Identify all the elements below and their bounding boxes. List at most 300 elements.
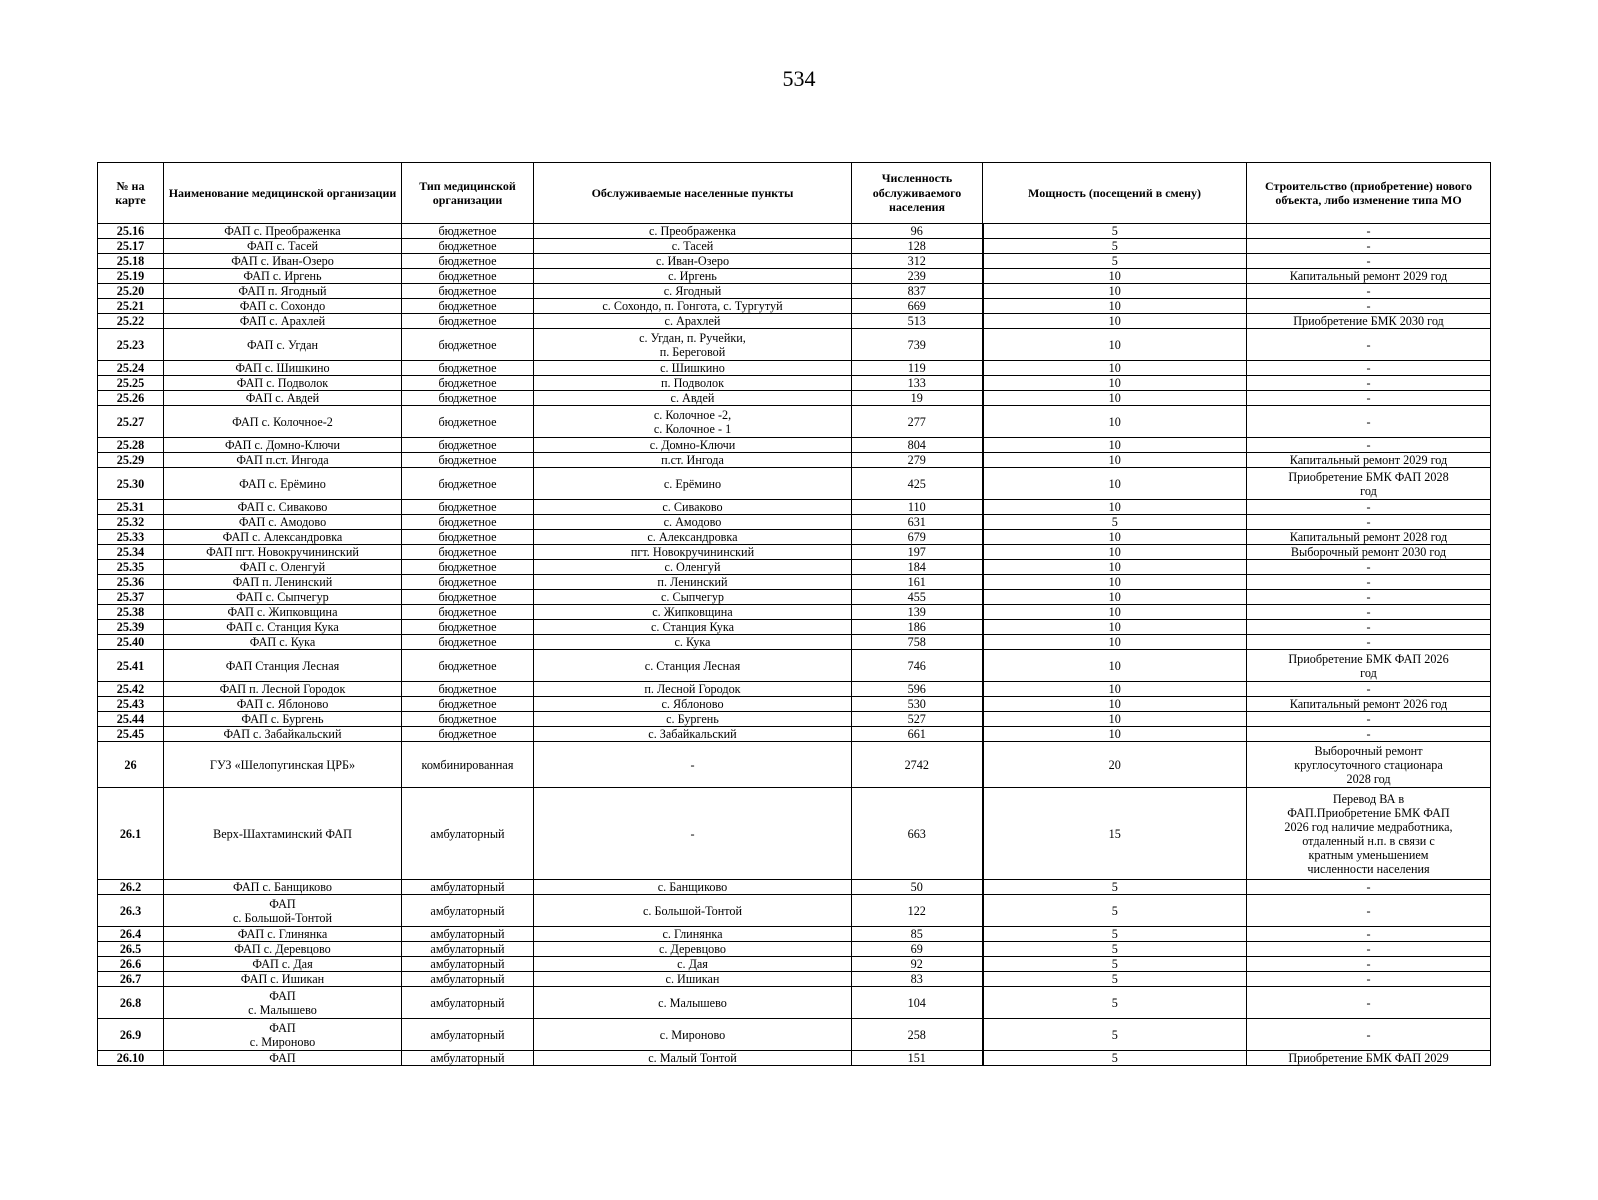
cell-organization-name: ФАП с. Домно-Ключи xyxy=(164,438,402,453)
cell-organization-type: бюджетное xyxy=(402,284,534,299)
cell-population: 104 xyxy=(852,987,983,1019)
cell-map-number: 25.44 xyxy=(98,712,164,727)
cell-organization-type: амбулаторный xyxy=(402,880,534,895)
cell-construction: - xyxy=(1247,590,1491,605)
table-row xyxy=(98,972,1491,987)
cell-organization-name: ФАП п. Лесной Городок xyxy=(164,682,402,697)
cell-map-number: 25.20 xyxy=(98,284,164,299)
cell-population: 197 xyxy=(852,545,983,560)
cell-population: 804 xyxy=(852,438,983,453)
table-row xyxy=(98,635,1491,650)
cell-construction: - xyxy=(1247,957,1491,972)
table-row xyxy=(98,1051,1491,1066)
cell-served-settlements: п. Подволок xyxy=(534,376,852,391)
cell-map-number: 26.4 xyxy=(98,927,164,942)
table-row xyxy=(98,545,1491,560)
cell-map-number: 26.8 xyxy=(98,987,164,1019)
cell-organization-type: бюджетное xyxy=(402,500,534,515)
cell-construction: - xyxy=(1247,438,1491,453)
header-construction: Строительство (приобретение) нового объекта, либо изменение типа МО xyxy=(1247,163,1491,224)
cell-served-settlements: с. Банщиково xyxy=(534,880,852,895)
table-row xyxy=(98,438,1491,453)
cell-population: 837 xyxy=(852,284,983,299)
cell-capacity: 5 xyxy=(983,880,1247,895)
cell-capacity: 10 xyxy=(983,605,1247,620)
cell-organization-type: амбулаторный xyxy=(402,927,534,942)
cell-construction: - xyxy=(1247,927,1491,942)
cell-construction: - xyxy=(1247,895,1491,927)
cell-organization-type: бюджетное xyxy=(402,329,534,361)
cell-population: 530 xyxy=(852,697,983,712)
cell-population: 258 xyxy=(852,1019,983,1051)
cell-organization-name: ФАП с. Сохондо xyxy=(164,299,402,314)
table-row xyxy=(98,895,1491,927)
cell-organization-name: ФАП с. Подволок xyxy=(164,376,402,391)
cell-served-settlements: п.ст. Ингода xyxy=(534,453,852,468)
cell-organization-type: амбулаторный xyxy=(402,942,534,957)
cell-organization-type: бюджетное xyxy=(402,727,534,742)
cell-construction: - xyxy=(1247,727,1491,742)
cell-organization-name: ФАП с. Малышево xyxy=(164,987,402,1019)
cell-construction: - xyxy=(1247,254,1491,269)
cell-map-number: 25.39 xyxy=(98,620,164,635)
cell-map-number: 25.22 xyxy=(98,314,164,329)
cell-organization-name: ФАП с. Яблоново xyxy=(164,697,402,712)
cell-served-settlements: с. Преображенка xyxy=(534,224,852,239)
cell-construction: - xyxy=(1247,605,1491,620)
cell-organization-type: бюджетное xyxy=(402,376,534,391)
cell-capacity: 10 xyxy=(983,727,1247,742)
cell-construction: - xyxy=(1247,224,1491,239)
cell-capacity: 20 xyxy=(983,742,1247,788)
cell-map-number: 25.37 xyxy=(98,590,164,605)
cell-organization-type: бюджетное xyxy=(402,712,534,727)
cell-organization-name: ФАП с. Сыпчегур xyxy=(164,590,402,605)
cell-capacity: 10 xyxy=(983,575,1247,590)
cell-capacity: 5 xyxy=(983,1051,1247,1066)
table-row xyxy=(98,590,1491,605)
cell-served-settlements: с. Большой-Тонтой xyxy=(534,895,852,927)
cell-capacity: 5 xyxy=(983,942,1247,957)
cell-organization-type: бюджетное xyxy=(402,314,534,329)
cell-organization-type: бюджетное xyxy=(402,299,534,314)
cell-served-settlements: с. Иргень xyxy=(534,269,852,284)
cell-capacity: 10 xyxy=(983,329,1247,361)
cell-organization-name: ФАП с. Станция Кука xyxy=(164,620,402,635)
cell-construction: Приобретение БМК ФАП 2028 год xyxy=(1247,468,1491,500)
cell-capacity: 10 xyxy=(983,468,1247,500)
cell-map-number: 26.9 xyxy=(98,1019,164,1051)
cell-map-number: 26.1 xyxy=(98,788,164,880)
table-body xyxy=(98,224,1491,1066)
cell-organization-type: бюджетное xyxy=(402,560,534,575)
cell-served-settlements: с. Авдей xyxy=(534,391,852,406)
cell-organization-name: ФАП с. Глинянка xyxy=(164,927,402,942)
table-row xyxy=(98,299,1491,314)
header-organization-name: Наименование медицинской организации xyxy=(164,163,402,224)
cell-map-number: 26.6 xyxy=(98,957,164,972)
cell-served-settlements: - xyxy=(534,742,852,788)
cell-population: 513 xyxy=(852,314,983,329)
cell-construction: - xyxy=(1247,500,1491,515)
cell-map-number: 25.34 xyxy=(98,545,164,560)
cell-organization-name: ФАП с. Иван-Озеро xyxy=(164,254,402,269)
cell-served-settlements: с. Колочное -2, с. Колочное - 1 xyxy=(534,406,852,438)
cell-served-settlements: с. Александровка xyxy=(534,530,852,545)
cell-organization-name: ФАП с. Арахлей xyxy=(164,314,402,329)
cell-organization-name: ФАП с. Деревцово xyxy=(164,942,402,957)
cell-served-settlements: с. Шишкино xyxy=(534,361,852,376)
cell-construction: - xyxy=(1247,376,1491,391)
cell-map-number: 25.26 xyxy=(98,391,164,406)
cell-capacity: 5 xyxy=(983,957,1247,972)
cell-population: 50 xyxy=(852,880,983,895)
cell-map-number: 25.43 xyxy=(98,697,164,712)
table-row xyxy=(98,314,1491,329)
table-row xyxy=(98,712,1491,727)
cell-organization-type: амбулаторный xyxy=(402,987,534,1019)
table-row xyxy=(98,650,1491,682)
table-row xyxy=(98,742,1491,788)
cell-served-settlements: с. Бургень xyxy=(534,712,852,727)
cell-served-settlements: с. Амодово xyxy=(534,515,852,530)
cell-organization-type: бюджетное xyxy=(402,269,534,284)
cell-organization-type: бюджетное xyxy=(402,453,534,468)
cell-served-settlements: с. Жипковщина xyxy=(534,605,852,620)
table-row xyxy=(98,391,1491,406)
cell-served-settlements: пгт. Новокручининский xyxy=(534,545,852,560)
cell-capacity: 10 xyxy=(983,545,1247,560)
cell-organization-type: амбулаторный xyxy=(402,957,534,972)
cell-organization-type: бюджетное xyxy=(402,515,534,530)
cell-construction: - xyxy=(1247,406,1491,438)
cell-organization-name: ФАП с. Сиваково xyxy=(164,500,402,515)
cell-map-number: 26.5 xyxy=(98,942,164,957)
cell-organization-type: бюджетное xyxy=(402,530,534,545)
cell-population: 746 xyxy=(852,650,983,682)
cell-capacity: 10 xyxy=(983,590,1247,605)
cell-map-number: 25.30 xyxy=(98,468,164,500)
cell-served-settlements: с. Арахлей xyxy=(534,314,852,329)
cell-population: 122 xyxy=(852,895,983,927)
cell-map-number: 25.36 xyxy=(98,575,164,590)
cell-organization-name: ФАП с. Колочное-2 xyxy=(164,406,402,438)
cell-organization-name: ФАП с. Александровка xyxy=(164,530,402,545)
cell-served-settlements: с. Оленгуй xyxy=(534,560,852,575)
table-row xyxy=(98,727,1491,742)
cell-construction: Капитальный ремонт 2029 год xyxy=(1247,453,1491,468)
cell-served-settlements: с. Тасей xyxy=(534,239,852,254)
cell-served-settlements: с. Мироново xyxy=(534,1019,852,1051)
cell-organization-name: ФАП с. Жипковщина xyxy=(164,605,402,620)
cell-organization-type: бюджетное xyxy=(402,620,534,635)
cell-served-settlements: - xyxy=(534,788,852,880)
cell-served-settlements: с. Станция Кука xyxy=(534,620,852,635)
page-number: 534 xyxy=(782,66,816,91)
cell-population: 312 xyxy=(852,254,983,269)
cell-construction: - xyxy=(1247,880,1491,895)
cell-organization-type: бюджетное xyxy=(402,650,534,682)
cell-population: 239 xyxy=(852,269,983,284)
cell-organization-type: амбулаторный xyxy=(402,1019,534,1051)
cell-population: 527 xyxy=(852,712,983,727)
table-row xyxy=(98,224,1491,239)
table-row xyxy=(98,269,1491,284)
cell-construction: Приобретение БМК ФАП 2026 год xyxy=(1247,650,1491,682)
cell-capacity: 10 xyxy=(983,635,1247,650)
cell-capacity: 10 xyxy=(983,406,1247,438)
cell-capacity: 10 xyxy=(983,299,1247,314)
header-population: Численность обслуживаемого населения xyxy=(852,163,983,224)
cell-organization-type: бюджетное xyxy=(402,697,534,712)
cell-population: 85 xyxy=(852,927,983,942)
cell-construction: - xyxy=(1247,987,1491,1019)
cell-served-settlements: с. Сыпчегур xyxy=(534,590,852,605)
cell-population: 661 xyxy=(852,727,983,742)
cell-population: 184 xyxy=(852,560,983,575)
cell-construction: - xyxy=(1247,712,1491,727)
table-row xyxy=(98,239,1491,254)
cell-population: 679 xyxy=(852,530,983,545)
cell-organization-name: ФАП с. Мироново xyxy=(164,1019,402,1051)
cell-organization-type: бюджетное xyxy=(402,590,534,605)
cell-map-number: 25.29 xyxy=(98,453,164,468)
cell-capacity: 10 xyxy=(983,438,1247,453)
cell-construction: Капитальный ремонт 2026 год xyxy=(1247,697,1491,712)
cell-construction: - xyxy=(1247,329,1491,361)
cell-organization-type: амбулаторный xyxy=(402,1051,534,1066)
cell-population: 110 xyxy=(852,500,983,515)
table-row xyxy=(98,788,1491,880)
cell-population: 739 xyxy=(852,329,983,361)
cell-construction: Выборочный ремонт 2030 год xyxy=(1247,545,1491,560)
table-row xyxy=(98,682,1491,697)
cell-population: 425 xyxy=(852,468,983,500)
header-served-settlements: Обслуживаемые населенные пункты xyxy=(534,163,852,224)
cell-served-settlements: с. Ишикан xyxy=(534,972,852,987)
cell-served-settlements: п. Ленинский xyxy=(534,575,852,590)
table-row xyxy=(98,376,1491,391)
cell-population: 455 xyxy=(852,590,983,605)
cell-served-settlements: с. Домно-Ключи xyxy=(534,438,852,453)
table-row xyxy=(98,987,1491,1019)
cell-organization-name: ФАП п. Ленинский xyxy=(164,575,402,590)
header-capacity: Мощность (посещений в смену) xyxy=(983,163,1247,224)
cell-organization-type: бюджетное xyxy=(402,406,534,438)
cell-organization-type: бюджетное xyxy=(402,391,534,406)
cell-construction: - xyxy=(1247,299,1491,314)
cell-organization-type: бюджетное xyxy=(402,438,534,453)
table-row xyxy=(98,1019,1491,1051)
table-row xyxy=(98,515,1491,530)
cell-organization-name: ФАП с. Угдан xyxy=(164,329,402,361)
cell-organization-name: ФАП с. Кука xyxy=(164,635,402,650)
cell-served-settlements: с. Иван-Озеро xyxy=(534,254,852,269)
cell-construction: Перевод ВА в ФАП.Приобретение БМК ФАП 2026 год наличие медработника, отдаленный н.п. в связи с кратным уменьшением численности населения xyxy=(1247,788,1491,880)
cell-population: 119 xyxy=(852,361,983,376)
cell-organization-name: ФАП с. Забайкальский xyxy=(164,727,402,742)
cell-organization-type: бюджетное xyxy=(402,254,534,269)
cell-organization-name: ФАП с. Бургень xyxy=(164,712,402,727)
table-row xyxy=(98,406,1491,438)
cell-capacity: 15 xyxy=(983,788,1247,880)
cell-capacity: 10 xyxy=(983,560,1247,575)
cell-capacity: 10 xyxy=(983,530,1247,545)
cell-map-number: 25.45 xyxy=(98,727,164,742)
cell-capacity: 10 xyxy=(983,712,1247,727)
cell-population: 139 xyxy=(852,605,983,620)
cell-map-number: 25.35 xyxy=(98,560,164,575)
cell-construction: Приобретение БМК ФАП 2029 xyxy=(1247,1051,1491,1066)
table-row xyxy=(98,880,1491,895)
cell-map-number: 26.7 xyxy=(98,972,164,987)
cell-capacity: 10 xyxy=(983,453,1247,468)
cell-capacity: 10 xyxy=(983,314,1247,329)
cell-organization-type: бюджетное xyxy=(402,682,534,697)
cell-construction: - xyxy=(1247,515,1491,530)
cell-organization-name: ФАП с. Авдей xyxy=(164,391,402,406)
cell-construction: - xyxy=(1247,972,1491,987)
cell-construction: - xyxy=(1247,1019,1491,1051)
cell-organization-type: комбинированная xyxy=(402,742,534,788)
cell-organization-type: бюджетное xyxy=(402,468,534,500)
cell-organization-name: ФАП п.ст. Ингода xyxy=(164,453,402,468)
cell-capacity: 5 xyxy=(983,254,1247,269)
cell-map-number: 26 xyxy=(98,742,164,788)
cell-served-settlements: с. Кука xyxy=(534,635,852,650)
table-row xyxy=(98,453,1491,468)
cell-map-number: 25.32 xyxy=(98,515,164,530)
cell-capacity: 5 xyxy=(983,972,1247,987)
cell-capacity: 5 xyxy=(983,1019,1247,1051)
cell-capacity: 10 xyxy=(983,361,1247,376)
cell-map-number: 25.21 xyxy=(98,299,164,314)
cell-organization-name: ФАП xyxy=(164,1051,402,1066)
cell-served-settlements: с. Забайкальский xyxy=(534,727,852,742)
cell-capacity: 10 xyxy=(983,682,1247,697)
cell-served-settlements: с. Сохондо, п. Гонгота, с. Тургутуй xyxy=(534,299,852,314)
cell-organization-name: ФАП с. Большой-Тонтой xyxy=(164,895,402,927)
cell-organization-type: бюджетное xyxy=(402,545,534,560)
cell-capacity: 5 xyxy=(983,515,1247,530)
cell-served-settlements: с. Глинянка xyxy=(534,927,852,942)
cell-organization-type: бюджетное xyxy=(402,239,534,254)
cell-construction: Выборочный ремонт круглосуточного стационара 2028 год xyxy=(1247,742,1491,788)
cell-organization-name: ФАП с. Иргень xyxy=(164,269,402,284)
cell-map-number: 25.42 xyxy=(98,682,164,697)
cell-organization-type: бюджетное xyxy=(402,361,534,376)
cell-population: 186 xyxy=(852,620,983,635)
cell-capacity: 10 xyxy=(983,376,1247,391)
cell-population: 96 xyxy=(852,224,983,239)
cell-map-number: 25.17 xyxy=(98,239,164,254)
table-row xyxy=(98,605,1491,620)
cell-organization-type: бюджетное xyxy=(402,224,534,239)
cell-served-settlements: с. Деревцово xyxy=(534,942,852,957)
cell-map-number: 25.27 xyxy=(98,406,164,438)
cell-map-number: 25.33 xyxy=(98,530,164,545)
cell-map-number: 25.16 xyxy=(98,224,164,239)
table-row xyxy=(98,942,1491,957)
cell-map-number: 25.18 xyxy=(98,254,164,269)
table-row xyxy=(98,927,1491,942)
cell-population: 151 xyxy=(852,1051,983,1066)
cell-population: 758 xyxy=(852,635,983,650)
cell-capacity: 10 xyxy=(983,391,1247,406)
cell-construction: Капитальный ремонт 2028 год xyxy=(1247,530,1491,545)
cell-construction: - xyxy=(1247,391,1491,406)
cell-population: 669 xyxy=(852,299,983,314)
table-row xyxy=(98,500,1491,515)
cell-map-number: 25.38 xyxy=(98,605,164,620)
cell-organization-name: ФАП с. Тасей xyxy=(164,239,402,254)
cell-capacity: 10 xyxy=(983,284,1247,299)
cell-capacity: 5 xyxy=(983,239,1247,254)
table-row xyxy=(98,530,1491,545)
cell-served-settlements: с. Малый Тонтой xyxy=(534,1051,852,1066)
cell-organization-name: ФАП с. Шишкино xyxy=(164,361,402,376)
cell-map-number: 26.3 xyxy=(98,895,164,927)
cell-population: 631 xyxy=(852,515,983,530)
cell-population: 596 xyxy=(852,682,983,697)
cell-map-number: 26.10 xyxy=(98,1051,164,1066)
cell-organization-type: амбулаторный xyxy=(402,895,534,927)
cell-population: 19 xyxy=(852,391,983,406)
cell-map-number: 25.24 xyxy=(98,361,164,376)
cell-construction: - xyxy=(1247,682,1491,697)
cell-construction: - xyxy=(1247,575,1491,590)
table-row xyxy=(98,254,1491,269)
cell-capacity: 5 xyxy=(983,987,1247,1019)
cell-capacity: 5 xyxy=(983,895,1247,927)
table-row xyxy=(98,697,1491,712)
cell-construction: - xyxy=(1247,620,1491,635)
cell-population: 277 xyxy=(852,406,983,438)
cell-organization-name: ФАП с. Ерёмино xyxy=(164,468,402,500)
cell-served-settlements: с. Яблоново xyxy=(534,697,852,712)
cell-capacity: 5 xyxy=(983,927,1247,942)
cell-map-number: 25.23 xyxy=(98,329,164,361)
cell-construction: - xyxy=(1247,942,1491,957)
cell-organization-type: бюджетное xyxy=(402,605,534,620)
table-row xyxy=(98,329,1491,361)
cell-population: 133 xyxy=(852,376,983,391)
table-row xyxy=(98,468,1491,500)
cell-construction: Приобретение БМК 2030 год xyxy=(1247,314,1491,329)
cell-served-settlements: с. Угдан, п. Ручейки, п. Береговой xyxy=(534,329,852,361)
cell-population: 69 xyxy=(852,942,983,957)
cell-map-number: 25.28 xyxy=(98,438,164,453)
table-header-row xyxy=(98,163,1491,224)
cell-served-settlements: с. Ерёмино xyxy=(534,468,852,500)
cell-construction: - xyxy=(1247,239,1491,254)
cell-capacity: 10 xyxy=(983,697,1247,712)
table-row xyxy=(98,620,1491,635)
header-organization-type: Тип медицинской организации xyxy=(402,163,534,224)
table-row xyxy=(98,575,1491,590)
cell-organization-name: Верх-Шахтаминский ФАП xyxy=(164,788,402,880)
cell-construction: Капитальный ремонт 2029 год xyxy=(1247,269,1491,284)
cell-organization-name: ФАП с. Ишикан xyxy=(164,972,402,987)
cell-served-settlements: п. Лесной Городок xyxy=(534,682,852,697)
cell-capacity: 10 xyxy=(983,650,1247,682)
cell-served-settlements: с. Дая xyxy=(534,957,852,972)
cell-organization-type: бюджетное xyxy=(402,575,534,590)
cell-organization-name: ФАП с. Оленгуй xyxy=(164,560,402,575)
cell-organization-name: ФАП с. Преображенка xyxy=(164,224,402,239)
cell-population: 128 xyxy=(852,239,983,254)
cell-population: 663 xyxy=(852,788,983,880)
